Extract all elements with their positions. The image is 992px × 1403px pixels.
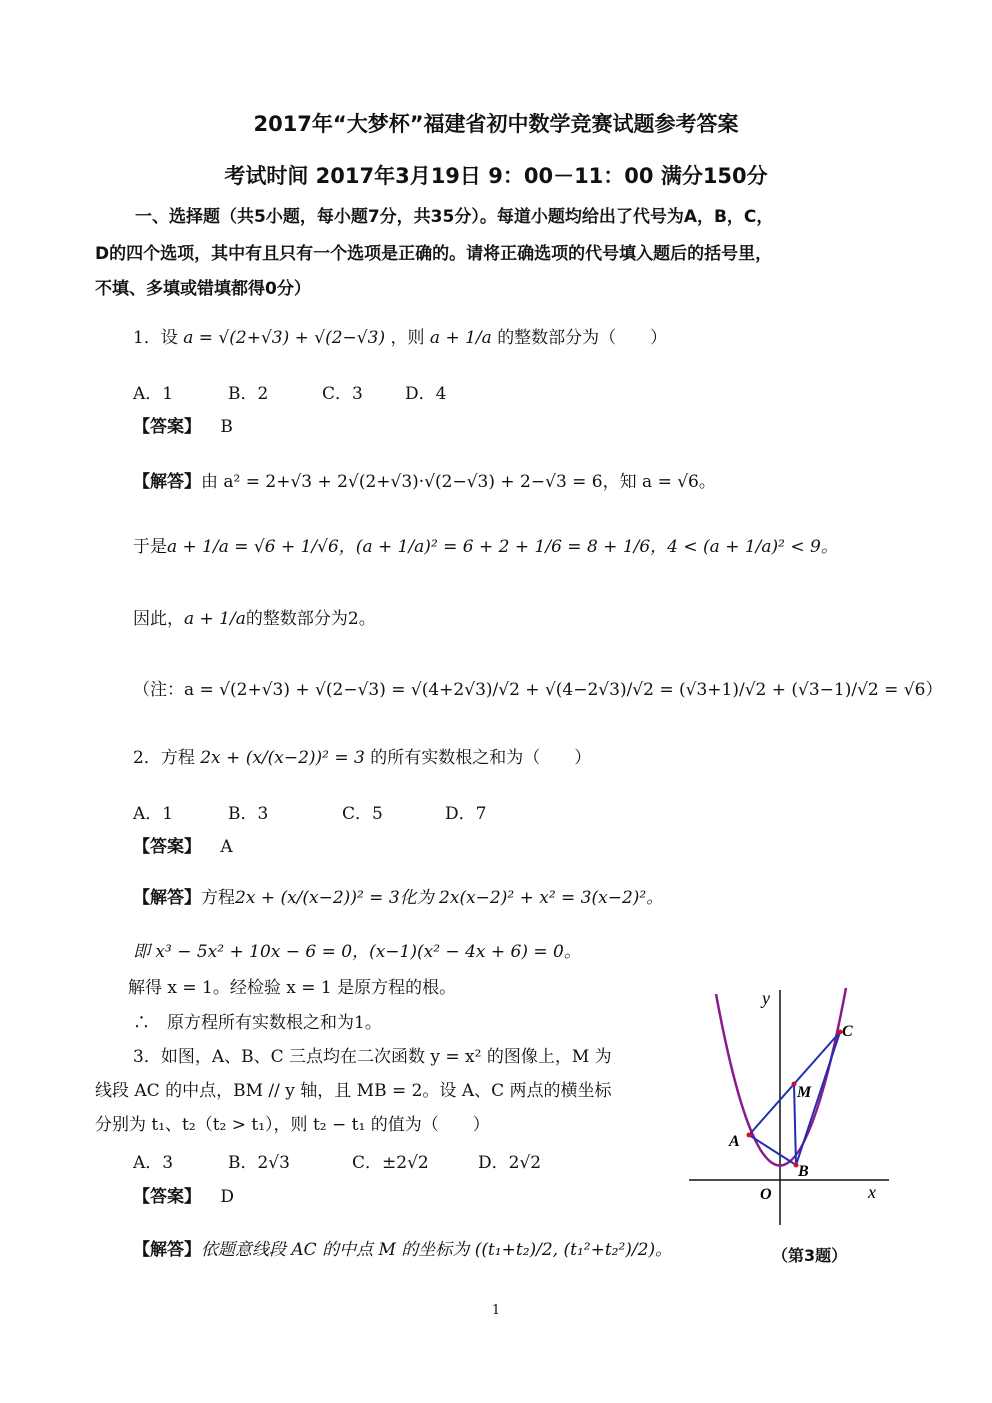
point-a bbox=[747, 1133, 752, 1138]
q3-answer-row bbox=[133, 1185, 234, 1209]
q1-solution-line2 bbox=[133, 535, 838, 559]
q1-sol-line2: a + 1/a = √6 + 1/√6，(a + 1/a)² = 6 + 2 + 1/6 = 8 + 1/6，4 < (a + 1/a)² < 9。 bbox=[167, 537, 838, 557]
q3-sol-line1: 依题意线段 AC 的中点 M 的坐标为 ((t₁+t₂)/2, (t₁²+t₂²)/2)。 bbox=[201, 1240, 673, 1260]
q3-figure bbox=[684, 980, 904, 1230]
q2-solution-label: 【解答】 bbox=[133, 888, 201, 908]
q2-option-d: D．7 bbox=[445, 804, 487, 824]
q2-suffix: 的所有实数根之和为（ ） bbox=[370, 748, 592, 768]
section-intro-line1: 一、选择题（共5小题，每小题7分，共35分）。每道小题均给出了代号为A，B，C， bbox=[135, 207, 774, 227]
q1-a-def: a = √(2+√3) + √(2−√3) bbox=[183, 328, 386, 348]
q3-answer: D bbox=[220, 1187, 235, 1207]
section-intro-line3: 不填、多填或错填都得0分） bbox=[95, 279, 311, 299]
page-title: 2017年“大梦杯”福建省初中数学竞赛试题参考答案 bbox=[253, 112, 739, 136]
q3-figure-caption: （第3题） bbox=[772, 1246, 848, 1265]
q2-prefix: 2．方程 bbox=[133, 748, 195, 768]
label-o: O bbox=[760, 1186, 772, 1203]
label-y: y bbox=[762, 988, 770, 1008]
q2-answer-label: 【答案】 bbox=[133, 837, 201, 857]
q1-solution-line3 bbox=[133, 607, 376, 631]
q1-sol-line3-suffix: 的整数部分为2。 bbox=[245, 609, 376, 629]
q3-line2: 线段 AC 的中点，BM // y 轴，且 MB = 2。设 A、C 两点的横坐标 bbox=[95, 1081, 612, 1101]
q1-sol-line3-expr: a + 1/a bbox=[184, 609, 246, 629]
q1-option-d: D．4 bbox=[405, 384, 447, 404]
q1-suffix: 的整数部分为（ ） bbox=[497, 328, 668, 348]
q1-answer: B bbox=[220, 417, 233, 437]
q1-sol-line2-prefix: 于是 bbox=[133, 537, 167, 557]
segment-ab bbox=[749, 1135, 796, 1165]
q1-option-a: A．1 bbox=[133, 384, 174, 404]
q1-expr: a + 1/a bbox=[429, 328, 492, 348]
exam-subtitle: 考试时间 2017年3月19日 9：00－11：00 满分150分 bbox=[224, 164, 768, 188]
section-intro-line2: D的四个选项，其中有且只有一个选项是正确的。请将正确选项的代号填入题后的括号里， bbox=[95, 244, 773, 264]
q1-answer-row bbox=[133, 415, 233, 439]
q2-stem bbox=[133, 746, 591, 770]
q1-option-b: B．2 bbox=[228, 384, 269, 404]
q2-sol-line4: ∴ 原方程所有实数根之和为1。 bbox=[133, 1013, 382, 1033]
q2-sol-line1-b: 化为 2x(x−2)² + x² = 3(x−2)²。 bbox=[399, 888, 664, 908]
q1-answer-label: 【答案】 bbox=[133, 417, 201, 437]
q2-answer-row bbox=[133, 835, 233, 859]
label-x: x bbox=[868, 1182, 876, 1202]
q1-option-c: C．3 bbox=[322, 384, 363, 404]
q3-answer-label: 【答案】 bbox=[133, 1187, 201, 1207]
q2-option-c: C．5 bbox=[342, 804, 383, 824]
q1-prefix: 1．设 bbox=[133, 328, 178, 348]
q2-eq: 2x + (x/(x−2))² = 3 bbox=[200, 748, 365, 768]
q3-solution-label: 【解答】 bbox=[133, 1240, 201, 1260]
segment-bm bbox=[794, 1084, 796, 1165]
q2-sol-line1-eq: 2x + (x/(x−2))² = 3 bbox=[235, 888, 400, 908]
q3-option-c: C．±2√2 bbox=[352, 1153, 429, 1173]
label-b: B bbox=[798, 1163, 809, 1180]
q3-solution-line1 bbox=[133, 1238, 672, 1262]
q1-note: （注：a = √(2+√3) + √(2−√3) = √(4+2√3)/√2 + √(4−2√3)/√2 = (√3+1)/√2 + (√3−1)/√2 = √6） bbox=[133, 680, 943, 700]
page-number: 1 bbox=[491, 1303, 501, 1318]
q1-solution-label: 【解答】 bbox=[133, 472, 201, 492]
q3-line3: 分别为 t₁、t₂（t₂ > t₁），则 t₂ − t₁ 的值为（ ） bbox=[95, 1115, 490, 1135]
label-m: M bbox=[797, 1084, 812, 1101]
point-m bbox=[792, 1082, 797, 1087]
q1-mid: ，则 bbox=[390, 328, 425, 348]
q3-option-d: D．2√2 bbox=[478, 1153, 542, 1173]
q2-sol-line3: 解得 x = 1。经检验 x = 1 是原方程的根。 bbox=[128, 978, 457, 998]
q3-option-a: A．3 bbox=[133, 1153, 174, 1173]
q1-solution-line1 bbox=[133, 470, 716, 494]
q2-solution-line1 bbox=[133, 886, 663, 910]
q3-option-b: B．2√3 bbox=[228, 1153, 290, 1173]
q2-option-b: B．3 bbox=[228, 804, 269, 824]
label-a: A bbox=[729, 1133, 740, 1150]
q2-sol-line1-a: 方程 bbox=[201, 888, 235, 908]
q2-option-a: A．1 bbox=[133, 804, 174, 824]
q2-answer: A bbox=[220, 837, 233, 857]
q2-sol-line2: 即 x³ − 5x² + 10x − 6 = 0，(x−1)(x² − 4x + 6) = 0。 bbox=[133, 942, 581, 962]
q1-sol-line3-prefix: 因此， bbox=[133, 609, 184, 629]
q1-stem bbox=[133, 326, 667, 350]
q1-sol-line1: 由 a² = 2+√3 + 2√(2+√3)·√(2−√3) + 2−√3 = 6，知 a = √6。 bbox=[201, 472, 716, 492]
q3-line1: 3．如图，A、B、C 三点均在二次函数 y = x² 的图像上，M 为 bbox=[133, 1047, 612, 1067]
label-c: C bbox=[842, 1023, 853, 1040]
